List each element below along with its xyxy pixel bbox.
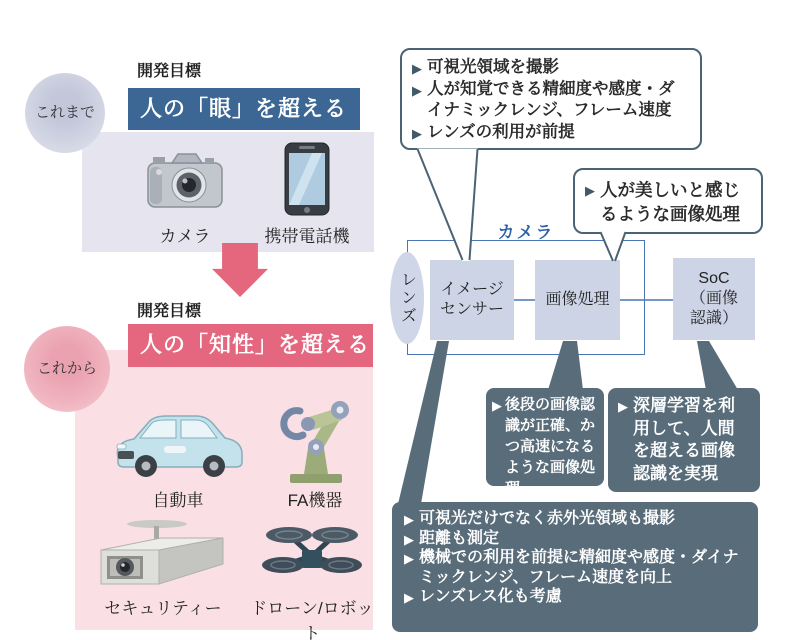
lens-label: レンズ: [398, 271, 416, 325]
bullet-marker: ▶: [412, 125, 422, 141]
past-item-label-camera: カメラ: [159, 227, 211, 246]
future-item-label-car: 自動車: [152, 491, 204, 510]
future-banner: 人の「知性」を超える: [128, 324, 373, 367]
past-goal-label: 開発目標: [137, 63, 202, 80]
bullet-marker: ▶: [492, 398, 502, 413]
future-item-label-security: セキュリティー: [104, 599, 222, 618]
bullet-marker: ▶: [404, 512, 414, 527]
mobile-phone-icon: [284, 142, 330, 216]
bullet-text: 深層学習を利用して、人間を超える画像認識を実現: [633, 396, 735, 483]
callout-current-sensor: [400, 48, 702, 150]
past-tag-badge: これまで: [25, 73, 105, 153]
car-icon: [108, 396, 248, 482]
callout-aesthetic-processing: [573, 168, 763, 234]
bullet-marker: ▶: [618, 399, 628, 414]
camera-block-title: カメラ: [497, 223, 555, 242]
past-banner: 人の「眼」を超える: [128, 88, 360, 130]
past-item-label-phone: 携帯電話機: [264, 227, 350, 246]
callout-tail-deep-learning: [697, 341, 738, 390]
soc-line-3: 認識）: [689, 310, 738, 327]
bullet-marker: ▶: [412, 61, 422, 76]
callout-future-sensor: [392, 502, 758, 632]
image-processing-box: 画像処理: [535, 260, 620, 340]
soc-line-1: SoC: [698, 270, 730, 287]
bullet-text: 可視光だけでなく赤外光領域も撮影: [419, 510, 676, 527]
bullet-marker: ▶: [412, 82, 422, 98]
future-item-label-drone: ドローン/ロボット: [250, 599, 374, 640]
security-camera-icon: [93, 518, 233, 592]
soc-box: [673, 258, 755, 340]
bullet-marker: ▶: [585, 183, 595, 198]
drone-icon: [262, 522, 362, 588]
bullet-text: 距離も測定: [419, 529, 500, 547]
bullet-text: レンズレス化も考慮: [419, 588, 562, 605]
callout-tail-future-sensor: [398, 341, 449, 504]
future-item-label-fa: FA機器: [287, 491, 343, 510]
robot-arm-icon: [278, 384, 352, 484]
bullet-marker: ▶: [404, 551, 414, 566]
future-tag-badge: これから: [24, 326, 110, 412]
lens-shape: [390, 252, 424, 344]
bullet-marker: ▶: [404, 590, 414, 605]
callout-deep-learning: [608, 388, 760, 492]
bullet-text: 人が知覚できる精細度や感度・ダイナミックレンジ、フレーム速度: [427, 79, 675, 119]
bullet-text: 人が美しいと感じるような画像処理: [600, 180, 740, 224]
bullet-text: レンズの利用が前提: [427, 122, 575, 141]
callout-fast-processing: [486, 388, 604, 497]
camera-icon: [145, 148, 225, 210]
soc-line-2: （画像: [689, 290, 738, 307]
bullet-text: 可視光領域を撮影: [427, 58, 559, 76]
image-sensor-box: イメージセンサー: [430, 260, 514, 340]
future-goal-label: 開発目標: [137, 303, 202, 320]
bullet-marker: ▶: [404, 531, 414, 547]
bullet-text: 後段の画像認識が正確、かつ高速になるような画像処理: [505, 396, 596, 497]
bullet-text: 機械での利用を前提に精細度や感度・ダイナミックレンジ、フレーム速度を向上: [419, 549, 739, 586]
